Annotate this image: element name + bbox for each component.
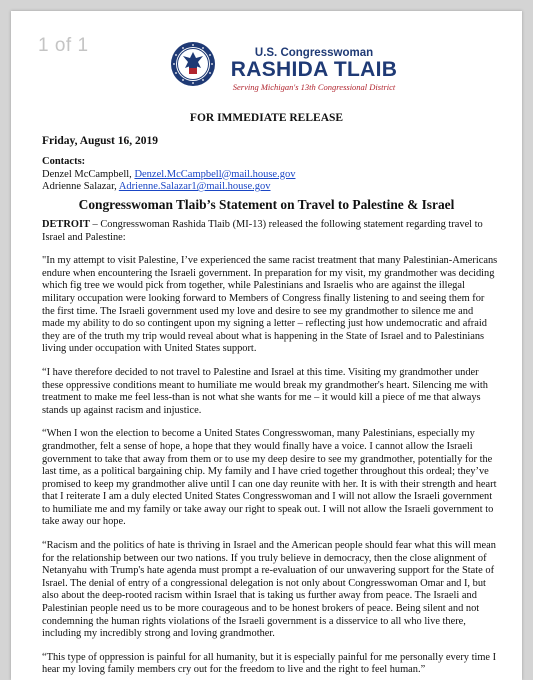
contacts-block [42, 156, 295, 194]
letterhead [170, 41, 410, 109]
letterhead-title: U.S. Congresswoman [254, 47, 374, 59]
contact-name: Adrienne Salazar, [42, 181, 119, 192]
intro-text: – Congresswoman Rashida Tlaib (MI-13) released the following statement regarding travel to Israel and Palestine: [42, 219, 483, 243]
letterhead-name: RASHIDA TLAIB [230, 58, 398, 81]
statement-headline: Congresswoman Tlaib’s Statement on Travel to Palestine & Israel [78, 197, 455, 212]
house-seal-icon [170, 41, 216, 87]
contact-email-link[interactable]: Denzel.McCampbell@mail.house.gov [134, 168, 296, 180]
body-paragraph: “When I won the election to become a United States Congresswoman, many Palestinians, especially my grandmother, felt a sense of hope, a hope that they would finally have a voice. I cannot allow the Israeli government to take that away from them or to use my deep desire to see my grandmother, potentially for the last time, as a political bargaining chip. My family and I have cried together throughout this ordeal; they’ve promised to keep my grandmother alive until I can one day reunite with her. It is with their strength and heart that I reiterate I am a duly elected United States Congresswoman and I will not allow the Israeli government to humiliate me and my family or take away our right to speak out. I will not allow the Israeli government to take away our hope. [42, 428, 497, 528]
statement-body [42, 219, 498, 680]
contact-line [42, 169, 295, 182]
body-paragraph: "In my attempt to visit Palestine, I’ve experienced the same racist treatment that many Palestinian-Americans endure when encountering the Israeli government. In preparation for my visit, my grandmother was deciding which fig tree we would pick from together, while Palestinians and Israelis who are against the illegal military occupation were looking forward to Members of Congress finally listening to and seeing them for the first time. The Israeli government used my love and desire to see my grandmother to silence me and made my ability to do so contingent upon my signing a letter – reflecting just how undemocratic and afraid they are of the truth my trip would reveal about what is happening in the State of Israel and to Palestinians living under occupation with United States support. [42, 255, 498, 355]
document-page [11, 11, 522, 680]
body-paragraph: “Racism and the politics of hate is thriving in Israel and the American people should fear what this will mean for the relationship between our two nations. If you truly believe in democracy, then the close alignment of Netanyahu with Trump's hate agenda must prompt a re-evaluation of our unwavering support for the State of Israel. The denial of entry of a congressional delegation is not only about Congresswoman Omar and I, but also about the deep-rooted racism within Israel that is taking us further away from peace. The Israeli and Palestinian people need us to be more courageous and to be honest brokers of peace. Being silent and not condemning the human rights violations of the Israeli government is a disservice to all who live there, including my incredibly strong and loving grandmother. [42, 540, 496, 640]
contacts-header: Contacts: [42, 156, 86, 167]
page-indicator: 1 of 1 [38, 35, 89, 56]
release-date: Friday, August 16, 2019 [42, 135, 158, 147]
dateline: DETROIT [42, 219, 90, 230]
contact-email-link[interactable]: Adrienne.Salazar1@mail.house.gov [118, 181, 271, 192]
contact-name: Denzel McCampbell, [42, 168, 135, 180]
body-paragraph: “I have therefore decided to not travel to Palestine and Israel at this time. Visiting my grandmother under these oppressive conditions meant to humiliate me would break my grandmother's heart. Silencing me with treatment to make me feel less-than is not what she wants for me – it would kill a piece of me that always stands up against racism and injustice. [42, 366, 488, 416]
intro-paragraph [42, 219, 498, 244]
contact-line [42, 181, 295, 194]
body-paragraph: “This type of oppression is painful for all humanity, but it is especially painful for me personally every time I hear my loving family members cry out for the freedom to live and the right to feel human.” [42, 651, 497, 676]
letterhead-subtitle: Serving Michigan's 13th Congressional District [232, 82, 396, 92]
release-label: FOR IMMEDIATE RELEASE [189, 112, 344, 124]
